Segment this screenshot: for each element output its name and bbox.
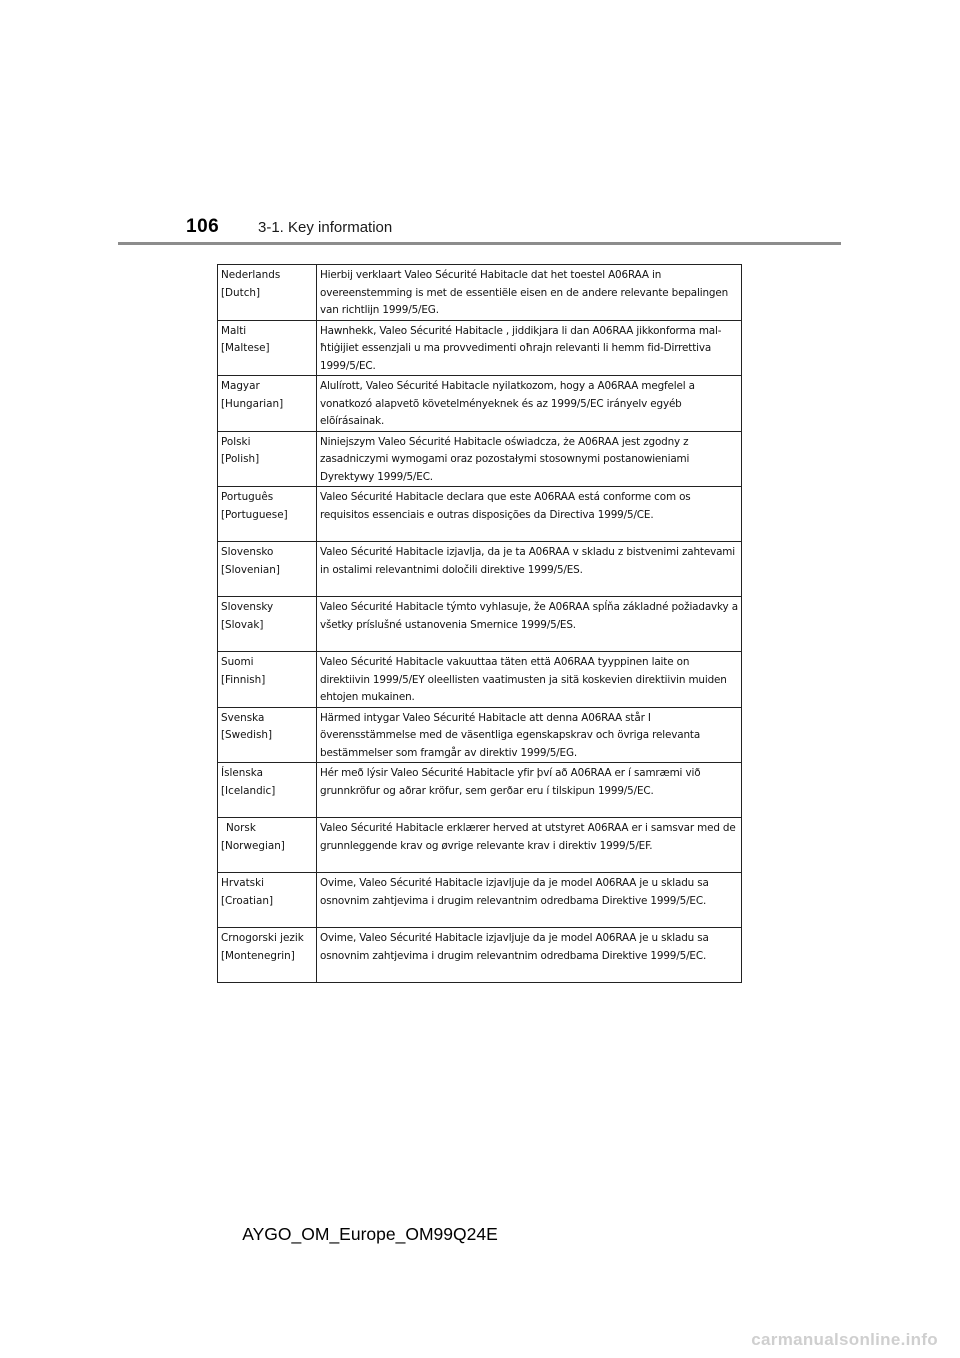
language-english: [Finnish] xyxy=(221,673,266,686)
declaration-cell xyxy=(317,431,742,487)
table-row xyxy=(218,873,742,928)
declaration-cell xyxy=(317,763,742,818)
declaration-cell xyxy=(317,542,742,597)
declaration-cell xyxy=(317,707,742,763)
declaration-cell xyxy=(317,597,742,652)
table-row xyxy=(218,707,742,763)
table-row xyxy=(218,652,742,708)
language-name: Norsk xyxy=(226,822,256,834)
language-name: Magyar xyxy=(221,380,260,392)
language-english: [Slovenian] xyxy=(221,563,280,576)
declaration-text: Ovime, Valeo Sécurité Habitacle izjavljuje da je model A06RAA je u skladu sa osnovnim zahtjevima i drugim relevantnim odredbama Direktive 1999/5/EC. xyxy=(320,877,709,907)
language-name: Polski xyxy=(221,435,251,448)
language-english: [Portuguese] xyxy=(221,508,288,521)
language-cell xyxy=(218,652,317,708)
declaration-text: Alulírott, Valeo Sécurité Habitacle nyilatkozom, hogy a A06RAA megfelel a vonatkozó alapvetõ követelményeknek és az 1999/5/EC irányelv egyéb elõírásainak. xyxy=(320,380,695,427)
declaration-text: Hierbij verklaart Valeo Sécurité Habitacle dat het toestel A06RAA in overeenstemming is met de essentiële eisen en de andere relevante bepalingen van richtlijn 1999/5/EG. xyxy=(320,269,729,316)
language-name: Nederlands xyxy=(221,269,281,281)
language-cell xyxy=(218,707,317,763)
header-rule xyxy=(118,242,841,245)
language-english: [Hungarian] xyxy=(221,397,284,410)
language-english: [Croatian] xyxy=(221,894,274,907)
declaration-text: Valeo Sécurité Habitacle týmto vyhlasuje, že A06RAA spĺňa základné požiadavky a všetky príslušné ustanovenia Smernice 1999/5/ES. xyxy=(320,601,738,631)
language-name: Português xyxy=(221,491,274,503)
language-name: Slovensko xyxy=(221,546,274,558)
language-name: Íslenska xyxy=(221,767,263,779)
section-title: 3-1. Key information xyxy=(258,219,393,236)
table-row xyxy=(218,265,742,321)
language-cell xyxy=(218,818,317,873)
table-row xyxy=(218,818,742,873)
language-cell xyxy=(218,763,317,818)
declaration-text: Härmed intygar Valeo Sécurité Habitacle att denna A06RAA står I överensstämmelse med de väsentliga egenskapskrav och övriga relevanta bestämmelser som framgår av direktiv 1999/5/EG. xyxy=(320,711,701,759)
language-cell xyxy=(218,320,317,376)
document-id: AYGO_OM_Europe_OM99Q24E xyxy=(242,1224,498,1244)
language-english: [Montenegrin] xyxy=(221,949,295,962)
declaration-text: Valeo Sécurité Habitacle declara que este A06RAA está conforme com os requisitos essenciais e outras disposições da Directiva 1999/5/CE. xyxy=(320,491,691,521)
language-cell xyxy=(218,542,317,597)
language-english: [Icelandic] xyxy=(221,784,276,797)
declaration-cell xyxy=(317,652,742,708)
language-english: [Polish] xyxy=(221,453,260,465)
language-english: [Norwegian] xyxy=(221,839,285,852)
table-row xyxy=(218,376,742,432)
language-name: Malti xyxy=(221,324,247,337)
language-english: [Maltese] xyxy=(221,342,270,354)
declaration-cell xyxy=(317,928,742,983)
table-row xyxy=(218,763,742,818)
declaration-text: Hawnhekk, Valeo Sécurité Habitacle , jiddikjara li dan A06RAA jikkonforma mal-ħtiġijiet essenzjali u ma provvedimenti oħrajn relevanti li hemm fid-Dirrettiva 1999/5/EC. xyxy=(320,324,722,372)
table-row xyxy=(218,542,742,597)
table-row xyxy=(218,928,742,983)
declaration-cell xyxy=(317,487,742,542)
language-name: Hrvatski xyxy=(221,877,264,889)
table-row xyxy=(218,487,742,542)
declaration-text: Valeo Sécurité Habitacle erklærer herved at utstyret A06RAA er i samsvar med de grunnleggende krav og øvrige relevante krav i direktiv 1999/5/EF. xyxy=(320,822,736,852)
language-english: [Dutch] xyxy=(221,286,261,299)
language-name: Suomi xyxy=(221,656,254,668)
declaration-cell xyxy=(317,265,742,321)
language-cell xyxy=(218,265,317,321)
declaration-text: Valeo Sécurité Habitacle vakuuttaa täten että A06RAA tyyppinen laite on direktiivin 1999/5/EY oleellisten vaatimusten ja sitä koskevien direktiivin muiden ehtojen mukainen. xyxy=(320,656,727,703)
declaration-text: Ovime, Valeo Sécurité Habitacle izjavljuje da je model A06RAA je u skladu sa osnovnim zahtjevima i drugim relevantnim odredbama Direktive 1999/5/EC. xyxy=(320,932,709,962)
language-cell xyxy=(218,928,317,983)
language-english: [Slovak] xyxy=(221,618,264,631)
declaration-table xyxy=(217,264,742,983)
declaration-text: Niniejszym Valeo Sécurité Habitacle oświadcza, że A06RAA jest zgodny z zasadniczymi wymogami oraz pozostałymi stosownymi postanowieniami Dyrektywy 1999/5/EC. xyxy=(320,435,690,483)
table-row xyxy=(218,431,742,487)
language-cell xyxy=(218,873,317,928)
language-name: Crnogorski jezik xyxy=(221,932,304,944)
language-cell xyxy=(218,597,317,652)
language-cell xyxy=(218,376,317,432)
language-name: Svenska xyxy=(221,711,265,724)
language-cell xyxy=(218,487,317,542)
language-cell xyxy=(218,431,317,487)
table-row xyxy=(218,597,742,652)
page-number: 106 xyxy=(186,216,220,237)
declaration-text: Valeo Sécurité Habitacle izjavlja, da je ta A06RAA v skladu z bistvenimi zahtevami in ostalimi relevantnimi določili direktive 1999/5/ES. xyxy=(320,546,736,576)
declaration-cell xyxy=(317,873,742,928)
declaration-cell xyxy=(317,376,742,432)
watermark: carmanualsonline.info xyxy=(751,1330,938,1349)
table-row xyxy=(218,320,742,376)
declaration-text: Hér með lýsir Valeo Sécurité Habitacle yfir því að A06RAA er í samræmi við grunnkröfur og aðrar kröfur, sem gerðar eru í tilskipun 1999/5/EC. xyxy=(320,767,701,797)
language-name: Slovensky xyxy=(221,601,274,613)
language-english: [Swedish] xyxy=(221,729,273,741)
declaration-cell xyxy=(317,818,742,873)
declaration-cell xyxy=(317,320,742,376)
